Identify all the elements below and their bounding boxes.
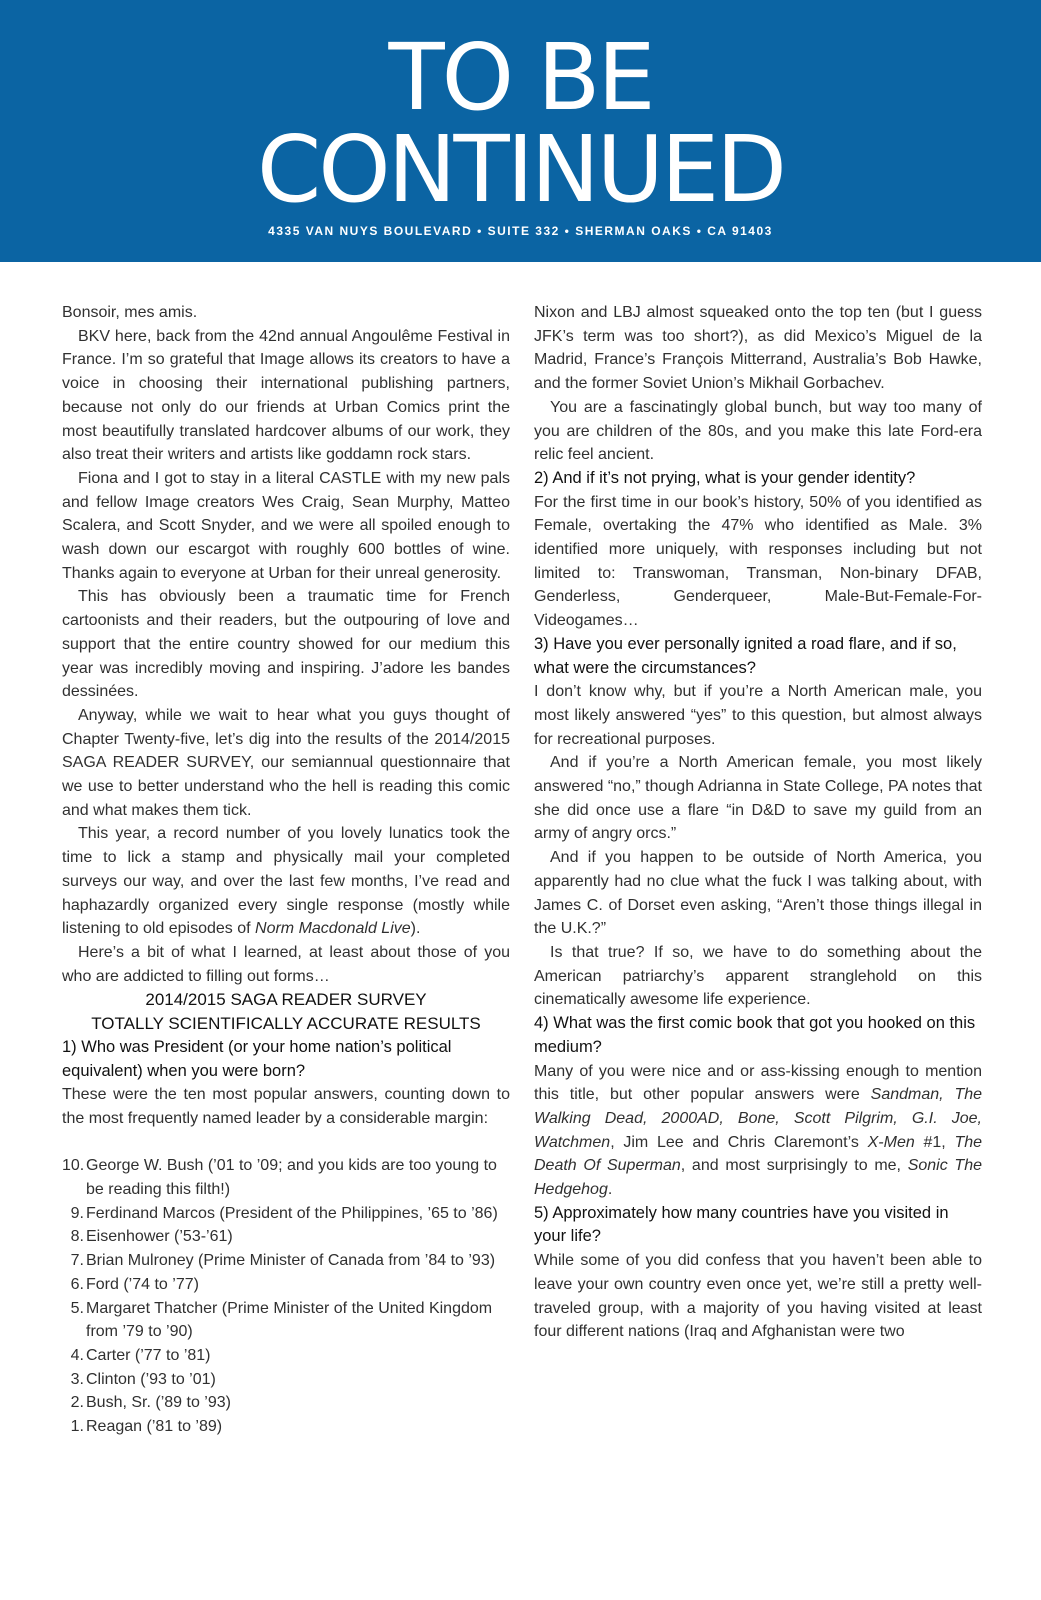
paragraph	[62, 822, 510, 941]
question-4: 4) What was the first comic book that got you hooked on this medium?	[534, 1014, 976, 1056]
text-run: Many of you were nice and or ass-kissing enough to mention this title, but other popular answers were	[534, 1062, 982, 1104]
list-item	[62, 1297, 510, 1344]
italic-title: Sonic The Hedgehog	[534, 1157, 982, 1199]
italic-title: The Death Of Superman	[534, 1133, 983, 1175]
rank-number: 2.	[70, 1394, 84, 1412]
survey-title-line-1: 2014/2015 SAGA READER SURVEY	[145, 990, 427, 1010]
list-item	[62, 1273, 510, 1297]
list-item	[62, 1368, 510, 1392]
right-column	[534, 301, 982, 1344]
greeting: Bonsoir, mes amis.	[62, 304, 198, 321]
text-run: .	[607, 1181, 613, 1199]
title-line-2: CONTINUED	[257, 116, 784, 223]
paragraph: BKV here, back from the 42nd annual Angoulême Festival in France. I’m so grateful that Image allows its creators to have a voice in choosing their international publishing partners, because not only do our friends at Urban Comics print the most beautifully translated hardcover albums of our work, they also treat their writers and artists like goddamn rock stars.	[62, 327, 510, 464]
paragraph	[534, 1060, 982, 1202]
paragraph: Fiona and I got to stay in a literal CASTLE with my new pals and fellow Image creators Wes Craig, Sean Murphy, Matteo Scalera, and Scott Snyder, and we were all spoiled enough to wash down our escargot with roughly 600 bottles of wine. Thanks again to everyone at Urban for their unreal generosity.	[62, 469, 510, 582]
question-1: 1) Who was President (or your home nation’s political equivalent) when you were born?	[62, 1037, 452, 1080]
survey-title-line-2: TOTALLY SCIENTIFICALLY ACCURATE RESULTS	[91, 1014, 481, 1034]
paragraph: You are a fascinatingly global bunch, but way too many of you are children of the 80s, and you make this late Ford-era relic feel ancient.	[534, 398, 982, 464]
rank-number: 10.	[62, 1157, 85, 1175]
text-run: , and most surprisingly to me,	[680, 1157, 908, 1175]
survey-heading	[62, 988, 510, 1035]
list-item	[62, 1391, 510, 1415]
question-2: 2) And if it’s not prying, what is your gender identity?	[534, 468, 916, 487]
rank-number: 4.	[70, 1346, 84, 1364]
text-run: , Jim Lee and Chris Claremont’s	[610, 1133, 868, 1151]
text-run: ).	[410, 920, 421, 938]
title-line-1: TO BE	[388, 24, 653, 131]
text-run: #1,	[914, 1133, 955, 1151]
list-item	[62, 1202, 510, 1226]
president-ranking-list	[62, 1154, 510, 1438]
paragraph: Here’s a bit of what I learned, at least about those of you who are addicted to filling out forms…	[62, 943, 510, 985]
left-column	[62, 301, 510, 1439]
paragraph: Nixon and LBJ almost squeaked onto the top ten (but I guess JFK’s term was too short?), as did Mexico’s Miguel de la Madrid, France’s François Mitterrand, Australia’s Bob Hawke, and the former Soviet Union’s Mikhail Gorbachev.	[534, 304, 982, 393]
rank-number: 9.	[70, 1204, 84, 1222]
list-item	[62, 1225, 510, 1249]
question-3: 3) Have you ever personally ignited a road flare, and if so, what were the circumstances?	[534, 634, 957, 677]
list-item	[62, 1249, 510, 1273]
text-run: This year, a record number of you lovely lunatics took the time to lick a stamp and physically mail your completed surveys our way, and over the last few months, I’ve read and haphazardly organized every single response (mostly while listening to old episodes of	[62, 825, 510, 938]
mailing-address: 4335 VAN NUYS BOULEVARD • SUITE 332 • SHERMAN OAKS • CA 91403	[268, 224, 773, 238]
rank-number: 3.	[70, 1370, 84, 1388]
rank-text: Margaret Thatcher (Prime Minister of the United Kingdom from ’79 to ’90)	[86, 1299, 493, 1341]
rank-text: Eisenhower (’53-’61)	[86, 1228, 233, 1246]
paragraph: Is that true? If so, we have to do something about the American patriarchy’s apparent stranglehold on this cinematically awesome life experience.	[534, 943, 982, 1009]
list-item	[62, 1154, 510, 1201]
paragraph: And if you happen to be outside of North America, you apparently had no clue what the fuck I was talking about, with James C. of Dorset even asking, “Aren’t those things illegal in the U.K.?”	[534, 849, 982, 938]
paragraph: And if you’re a North American female, you most likely answered “no,” though Adrianna in State College, PA notes that she did once use a flare “in D&D to save my guild from an army of angry orcs.”	[534, 754, 982, 843]
rank-number: 7.	[70, 1252, 84, 1270]
rank-text: Brian Mulroney (Prime Minister of Canada from ’84 to ’93)	[86, 1252, 496, 1270]
italic-title: X-Men	[867, 1133, 915, 1151]
italic-titles: Sandman, The Walking Dead, 2000AD, Bone, Scott Pilgrim, G.I. Joe, Watchmen	[534, 1086, 983, 1151]
paragraph: Anyway, while we wait to hear what you guys thought of Chapter Twenty-five, let’s dig into the results of the 2014/2015 SAGA READER SURVEY, our semiannual questionnaire that we use to better understand who the hell is reading this comic and what makes them tick.	[62, 706, 510, 819]
paragraph: These were the ten most popular answers, counting down to the most frequently named leader by a considerable margin:	[62, 1086, 510, 1127]
list-item	[62, 1415, 510, 1439]
rank-number: 1.	[70, 1418, 84, 1436]
rank-text: Carter (’77 to ’81)	[86, 1346, 211, 1364]
italic-title: Norm Macdonald Live	[255, 920, 411, 938]
paragraph: I don’t know why, but if you’re a North American male, you most likely answered “yes” to this question, but almost always for recreational purposes.	[534, 683, 982, 748]
rank-text: Bush, Sr. (’89 to ’93)	[86, 1394, 231, 1412]
page-title	[0, 24, 1041, 223]
rank-text: Ferdinand Marcos (President of the Philippines, ’65 to ’86)	[86, 1204, 498, 1222]
rank-text: Reagan (’81 to ’89)	[86, 1418, 223, 1436]
paragraph: While some of you did confess that you haven’t been able to leave your own country even once yet, we’re still a pretty well-traveled group, with a majority of you having visited at least four different nations (Iraq and Afghanistan were two	[534, 1252, 982, 1341]
rank-text: George W. Bush (’01 to ’09; and you kids are too young to be reading this filth!)	[86, 1157, 497, 1198]
rank-number: 5.	[70, 1299, 84, 1317]
paragraph: For the first time in our book’s history, 50% of you identified as Female, overtaking the 47% who identified as Male. 3% identified more uniquely, with responses including but not limited to: Transwoman, Transman, Non-binary DFAB, Genderless, Genderqueer, Male-But-Female-For-Videogames…	[534, 493, 982, 630]
rank-number: 6.	[70, 1275, 84, 1293]
paragraph: This has obviously been a traumatic time for French cartoonists and their readers, but the outpouring of love and support that the entire country showed for our medium this year was incredibly moving and inspiring. J’adore les bandes dessinées.	[62, 588, 510, 701]
rank-text: Ford (’74 to ’77)	[86, 1275, 199, 1293]
list-item	[62, 1344, 510, 1368]
rank-text: Clinton (’93 to ’01)	[86, 1370, 216, 1388]
masthead	[0, 0, 1041, 262]
rank-number: 8.	[70, 1228, 84, 1246]
question-5: 5) Approximately how many countries have you visited in your life?	[534, 1203, 949, 1246]
